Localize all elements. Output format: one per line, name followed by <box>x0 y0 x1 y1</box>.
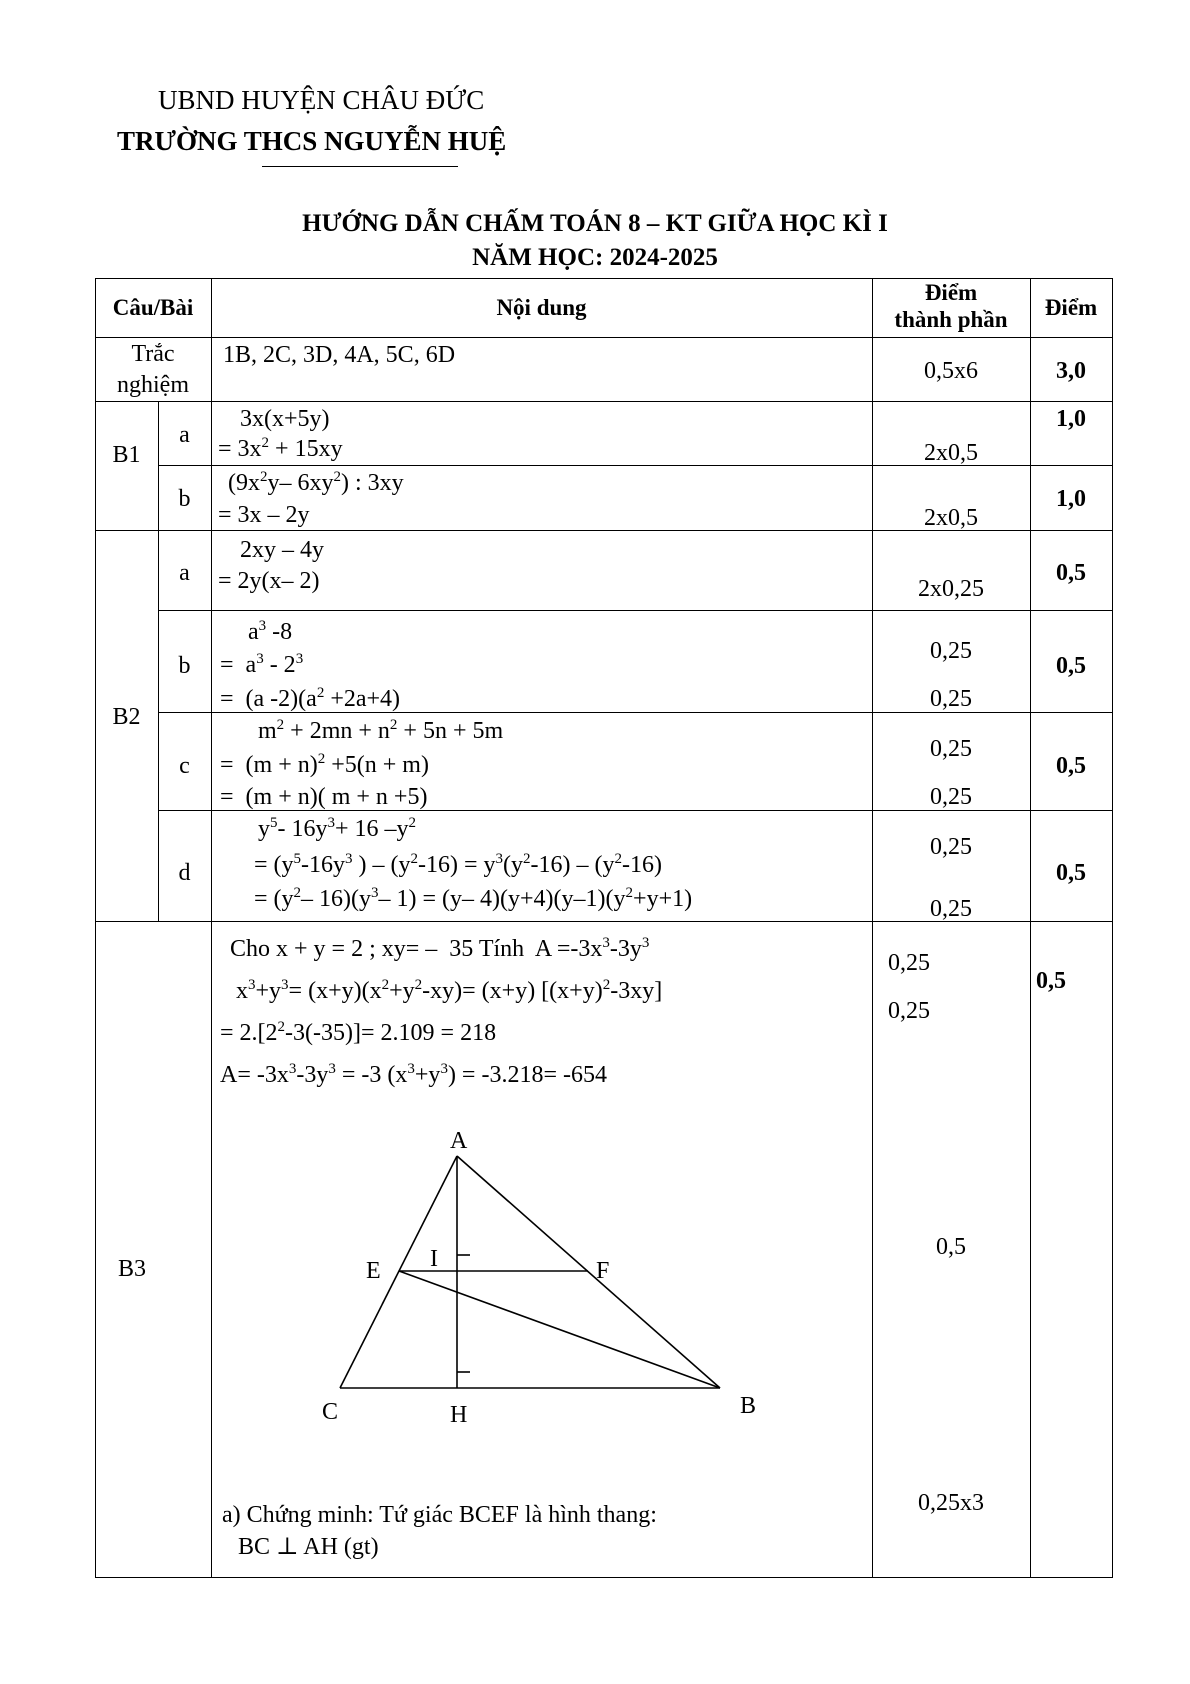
b2a-score: 0,5 <box>1056 560 1086 586</box>
header-question: Câu/Bài <box>112 295 194 320</box>
b1b-score: 1,0 <box>1056 486 1086 512</box>
b3-step2: = $2.[2^2-3(-35)]= 2.109 = 218$ <box>220 1019 497 1046</box>
segment-ab <box>457 1156 720 1388</box>
b3-score: 0,5 <box>1036 968 1066 994</box>
b2c-sub: c <box>179 753 190 779</box>
b3-part-a-line1: a) Chứng minh: Tứ giác BCEF là hình thang: <box>222 1502 657 1528</box>
b2c-step2: = (m + n)( m + n +5) <box>220 784 428 810</box>
b1-label: B1 <box>112 442 141 468</box>
tn-score: 3,0 <box>1056 358 1086 384</box>
b1b-partial: 2x0,5 <box>924 505 978 531</box>
tn-partial: 0,5x6 <box>924 358 978 384</box>
b2b-step1: = $a^3 - 2^3$ <box>220 651 304 678</box>
b2a-sub: a <box>179 560 190 586</box>
b1a-partial: 2x0,5 <box>924 440 978 466</box>
b1a-sub: a <box>179 422 190 448</box>
table-border-bottom <box>95 1577 1113 1578</box>
b2b-partial-2: 0,25 <box>930 686 972 712</box>
tn-answers: 1B, 2C, 3D, 4A, 5C, 6D <box>223 342 456 368</box>
vertex-label-a: A <box>450 1128 468 1154</box>
school-name: TRƯỜNG THCS NGUYỄN HUỆ <box>117 126 507 156</box>
b2b-expression: $a^3$ -8 <box>248 618 293 645</box>
b3-partial-4: 0,25x3 <box>918 1490 984 1516</box>
b2d-partial-1: 0,25 <box>930 834 972 860</box>
b2d-expression: $y^5-$ $16y^3+ 16$ $-y^2$ <box>258 815 417 842</box>
triangle-figure <box>300 1120 780 1430</box>
school-year: NĂM HỌC: 2024-2025 <box>472 244 718 271</box>
b2b-sub: b <box>178 653 191 679</box>
point-label-i: I <box>430 1246 438 1272</box>
b2d-score: 0,5 <box>1056 860 1086 886</box>
b2c-step1: = $(m + n)^2 +5(n + m)$ <box>220 751 429 778</box>
table-border-col2 <box>872 278 873 1578</box>
b1a-score: 1,0 <box>1056 406 1086 432</box>
authority-name: UBND HUYỆN CHÂU ĐỨC <box>158 85 485 115</box>
b2d-step2: = ($y^2-$ $16)(y^3-$ 1) = (y– $4)(y+4)(y-1)(y^2+y+1)$ <box>254 885 693 912</box>
b3-step1: $x^3+y^3= (x+y)(x^2+y^2-xy)= (x+y)$ $[(x+y)^2-3xy]$ <box>236 977 663 1004</box>
b1a-expression: 3x(x+5y) <box>240 406 330 432</box>
b3-given: Cho x + y = 2 ; xy= – 35 Tính $A =-3x^3-3y^3$ <box>230 935 650 962</box>
tn-label-line2: nghiệm <box>117 372 189 398</box>
b2a-result: = 2y(x– 2) <box>218 568 320 594</box>
vertex-label-e: E <box>366 1258 381 1284</box>
vertex-label-f: F <box>596 1258 610 1284</box>
row-divider <box>158 712 1113 713</box>
b2c-partial-2: 0,25 <box>930 784 972 810</box>
b2d-partial-2: 0,25 <box>930 896 972 922</box>
table-border-left <box>95 278 96 1578</box>
b2c-expression: $m^2 + 2mn + n^2 + 5n + 5m$ <box>258 717 504 744</box>
table-border-col1 <box>211 278 212 1578</box>
b3-part-a-line2: BC ⊥ AH (gt) <box>238 1534 379 1560</box>
b2d-sub: d <box>178 860 191 886</box>
b3-step3: $A= -3x^3-3y^3 = -3$ $(x^3+y^3) = -3.218= -654$ <box>220 1061 607 1088</box>
b2b-score: 0,5 <box>1056 653 1086 679</box>
point-label-h: H <box>450 1402 468 1428</box>
table-border-top <box>95 278 1113 279</box>
tn-label-line1: Trắc <box>131 341 175 367</box>
table-border-right <box>1112 278 1113 1578</box>
b1a-result: = $3x^2 + 15xy$ <box>218 435 343 462</box>
b2-label: B2 <box>112 704 141 730</box>
header-underline <box>262 166 458 167</box>
vertex-label-c: C <box>322 1399 339 1425</box>
b3-label: B3 <box>118 1256 147 1282</box>
segment-eb <box>399 1271 720 1388</box>
header-score: Điểm <box>1044 295 1098 320</box>
b1b-result: = 3x – 2y <box>218 502 310 528</box>
document-title: HƯỚNG DẪN CHẤM TOÁN 8 – KT GIỮA HỌC KÌ I <box>302 210 888 237</box>
b1b-sub: b <box>178 486 191 512</box>
b2b-step2: = (a $-2)(a^2 +2a+4)$ <box>220 685 401 712</box>
vertex-label-b: B <box>740 1393 757 1419</box>
row-divider <box>158 810 1113 811</box>
b2b-partial-1: 0,25 <box>930 638 972 664</box>
b3-partial-2: 0,25 <box>888 998 930 1024</box>
b3-partial-3: 0,5 <box>936 1234 966 1260</box>
segment-ac <box>340 1156 457 1388</box>
b2a-expression: 2xy – 4y <box>240 537 324 563</box>
b3-partial-1: 0,25 <box>888 950 930 976</box>
row-divider <box>95 401 1113 402</box>
row-divider <box>95 337 1113 338</box>
b2d-step1: = ($y^5-16y^3$ ) – $(y^2-16) = y^3(y^2-16) - (y^2-16)$ <box>254 851 663 878</box>
b1b-expression: ($9x^2y-$ $6xy^2$) : 3xy <box>228 469 404 496</box>
b2c-score: 0,5 <box>1056 753 1086 779</box>
header-partial-line2: thành phần <box>894 307 1008 332</box>
b2a-partial: 2x0,25 <box>918 576 984 602</box>
table-border-col3 <box>1030 278 1031 1578</box>
header-partial-line1: Điểm <box>924 280 978 305</box>
b2c-partial-1: 0,25 <box>930 736 972 762</box>
header-content: Nội dung <box>496 295 587 320</box>
row-divider <box>158 610 1113 611</box>
